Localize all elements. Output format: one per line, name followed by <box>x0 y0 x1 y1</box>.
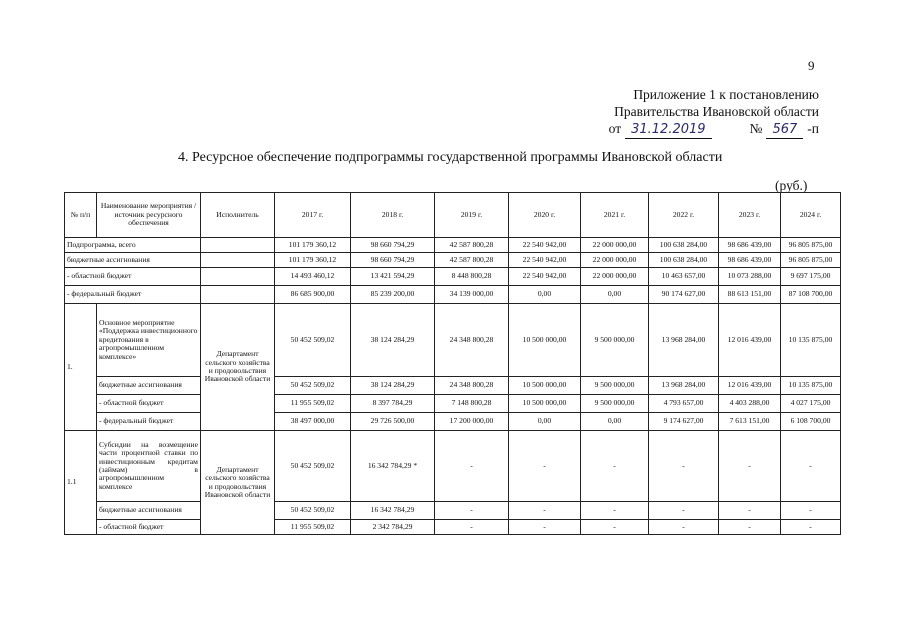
table-row <box>65 413 841 431</box>
value-cell: 11 955 509,02 <box>275 395 351 413</box>
value-cell: 12 016 439,00 <box>719 304 781 377</box>
table-row <box>65 238 841 253</box>
value-cell: - <box>719 520 781 535</box>
executor-cell <box>201 268 275 286</box>
value-cell: 4 403 288,00 <box>719 395 781 413</box>
value-cell: - <box>719 502 781 520</box>
value-cell: 7 148 800,28 <box>435 395 509 413</box>
number-suffix: -п <box>807 121 819 136</box>
value-cell: 24 348 800,28 <box>435 304 509 377</box>
value-cell: 29 726 500,00 <box>351 413 435 431</box>
row-label: - областной бюджет <box>65 268 201 286</box>
value-cell: - <box>781 502 841 520</box>
resource-table <box>64 192 841 535</box>
table-row <box>65 431 841 502</box>
value-cell: 0,00 <box>581 286 649 304</box>
value-cell: 86 685 900,00 <box>275 286 351 304</box>
table-row <box>65 268 841 286</box>
table-row <box>65 502 841 520</box>
value-cell: 0,00 <box>509 286 581 304</box>
appendix-header <box>609 86 819 139</box>
value-cell: - <box>581 502 649 520</box>
value-cell: - <box>509 431 581 502</box>
row-label: бюджетные ассигнования <box>65 253 201 268</box>
executor-cell <box>201 238 275 253</box>
value-cell: 9 500 000,00 <box>581 304 649 377</box>
table-row <box>65 520 841 535</box>
value-cell: 10 500 000,00 <box>509 395 581 413</box>
value-cell: 22 000 000,00 <box>581 268 649 286</box>
value-cell: 7 613 151,00 <box>719 413 781 431</box>
header-year: 2021 г. <box>581 193 649 238</box>
row-index: 1.1 <box>65 431 97 535</box>
table-row <box>65 286 841 304</box>
value-cell: 38 497 000,00 <box>275 413 351 431</box>
units-label: (руб.) <box>775 178 808 193</box>
header-year: 2020 г. <box>509 193 581 238</box>
value-cell: 38 124 284,29 <box>351 304 435 377</box>
header-num: № п/п <box>65 193 97 238</box>
header-name: Наименование мероприятия / источник ресурсного обеспечения <box>97 193 201 238</box>
value-cell: 100 638 284,00 <box>649 253 719 268</box>
number-label: № <box>749 121 763 136</box>
value-cell: 10 463 657,00 <box>649 268 719 286</box>
value-cell: 96 805 875,00 <box>781 238 841 253</box>
value-cell: 50 452 509,02 <box>275 304 351 377</box>
value-cell: 22 000 000,00 <box>581 253 649 268</box>
value-cell: 98 686 439,00 <box>719 253 781 268</box>
value-cell: 12 016 439,00 <box>719 377 781 395</box>
table-header-row <box>65 193 841 238</box>
table-row <box>65 304 841 377</box>
value-cell: 22 540 942,00 <box>509 238 581 253</box>
value-cell: 96 805 875,00 <box>781 253 841 268</box>
value-cell: 34 139 000,00 <box>435 286 509 304</box>
value-cell: - <box>435 431 509 502</box>
value-cell: 13 968 284,00 <box>649 304 719 377</box>
value-cell: 22 540 942,00 <box>509 253 581 268</box>
value-cell: 24 348 800,28 <box>435 377 509 395</box>
value-cell: 100 638 284,00 <box>649 238 719 253</box>
row-label: - областной бюджет <box>97 395 201 413</box>
row-label: бюджетные ассигнования <box>97 377 201 395</box>
row-label: - областной бюджет <box>97 520 201 535</box>
value-cell: - <box>581 431 649 502</box>
value-cell: 9 174 627,00 <box>649 413 719 431</box>
header-year: 2024 г. <box>781 193 841 238</box>
row-label: Основное мероприятие «Поддержка инвестиционного кредитования в агропромышленном комплексе» <box>97 304 201 377</box>
value-cell: 10 500 000,00 <box>509 377 581 395</box>
value-cell: 101 179 360,12 <box>275 253 351 268</box>
row-index: 1. <box>65 304 97 431</box>
value-cell: 98 660 794,29 <box>351 253 435 268</box>
table-row <box>65 253 841 268</box>
value-cell: 9 500 000,00 <box>581 377 649 395</box>
executor-cell <box>201 253 275 268</box>
value-cell: 22 540 942,00 <box>509 268 581 286</box>
value-cell: 50 452 509,02 <box>275 431 351 502</box>
value-cell: 90 174 627,00 <box>649 286 719 304</box>
value-cell: - <box>435 502 509 520</box>
header-year: 2022 г. <box>649 193 719 238</box>
row-label: Субсидии на возмещение части процентной ставки по инвестиционным кредитам (займам) в агропромышленном комплексе <box>97 431 201 502</box>
executor-cell <box>201 286 275 304</box>
value-cell: 87 108 700,00 <box>781 286 841 304</box>
page-number: 9 <box>808 58 815 73</box>
header-year: 2023 г. <box>719 193 781 238</box>
value-cell: 11 955 509,02 <box>275 520 351 535</box>
row-label: Подпрограмма, всего <box>65 238 201 253</box>
value-cell: 16 342 784,29 * <box>351 431 435 502</box>
value-cell: 10 500 000,00 <box>509 304 581 377</box>
value-cell: 50 452 509,02 <box>275 502 351 520</box>
value-cell: - <box>509 520 581 535</box>
value-cell: 0,00 <box>509 413 581 431</box>
value-cell: 98 686 439,00 <box>719 238 781 253</box>
value-cell: 8 397 784,29 <box>351 395 435 413</box>
value-cell: 50 452 509,02 <box>275 377 351 395</box>
value-cell: - <box>509 502 581 520</box>
value-cell: 9 500 000,00 <box>581 395 649 413</box>
table-row <box>65 395 841 413</box>
executor-cell: Департамент сельского хозяйства и продовольствия Ивановской области <box>201 431 275 535</box>
row-label: - федеральный бюджет <box>65 286 201 304</box>
value-cell: 4 793 657,00 <box>649 395 719 413</box>
value-cell: 42 587 800,28 <box>435 253 509 268</box>
value-cell: 98 660 794,29 <box>351 238 435 253</box>
value-cell: 4 027 175,00 <box>781 395 841 413</box>
row-label: бюджетные ассигнования <box>97 502 201 520</box>
value-cell: - <box>719 431 781 502</box>
value-cell: - <box>781 520 841 535</box>
value-cell: 8 448 800,28 <box>435 268 509 286</box>
value-cell: 13 968 284,00 <box>649 377 719 395</box>
appendix-line-1: Приложение 1 к постановлению <box>633 87 819 102</box>
header-year: 2017 г. <box>275 193 351 238</box>
value-cell: - <box>649 431 719 502</box>
value-cell: 85 239 200,00 <box>351 286 435 304</box>
value-cell: 6 108 700,00 <box>781 413 841 431</box>
header-year: 2018 г. <box>351 193 435 238</box>
value-cell: - <box>435 520 509 535</box>
appendix-line-3 <box>609 120 819 139</box>
value-cell: 0,00 <box>581 413 649 431</box>
handwritten-number: 567 <box>766 121 803 139</box>
header-executor: Исполнитель <box>201 193 275 238</box>
value-cell: 10 135 875,00 <box>781 377 841 395</box>
value-cell: 14 493 460,12 <box>275 268 351 286</box>
table-row <box>65 377 841 395</box>
value-cell: 101 179 360,12 <box>275 238 351 253</box>
value-cell: - <box>581 520 649 535</box>
handwritten-date: 31.12.2019 <box>625 121 711 139</box>
section-title: 4. Ресурсное обеспечение подпрограммы государственной программы Ивановской области <box>178 150 723 165</box>
from-label: от <box>608 121 622 136</box>
value-cell: 17 200 000,00 <box>435 413 509 431</box>
value-cell: - <box>781 431 841 502</box>
value-cell: - <box>649 520 719 535</box>
value-cell: 13 421 594,29 <box>351 268 435 286</box>
value-cell: 9 697 175,00 <box>781 268 841 286</box>
value-cell: 16 342 784,29 <box>351 502 435 520</box>
value-cell: 10 135 875,00 <box>781 304 841 377</box>
value-cell: 22 000 000,00 <box>581 238 649 253</box>
value-cell: - <box>649 502 719 520</box>
appendix-line-2: Правительства Ивановской области <box>614 104 819 119</box>
value-cell: 42 587 800,28 <box>435 238 509 253</box>
value-cell: 88 613 151,00 <box>719 286 781 304</box>
executor-cell: Департамент сельского хозяйства и продовольствия Ивановской области <box>201 304 275 431</box>
value-cell: 38 124 284,29 <box>351 377 435 395</box>
header-year: 2019 г. <box>435 193 509 238</box>
value-cell: 10 073 288,00 <box>719 268 781 286</box>
row-label: - федеральный бюджет <box>97 413 201 431</box>
value-cell: 2 342 784,29 <box>351 520 435 535</box>
